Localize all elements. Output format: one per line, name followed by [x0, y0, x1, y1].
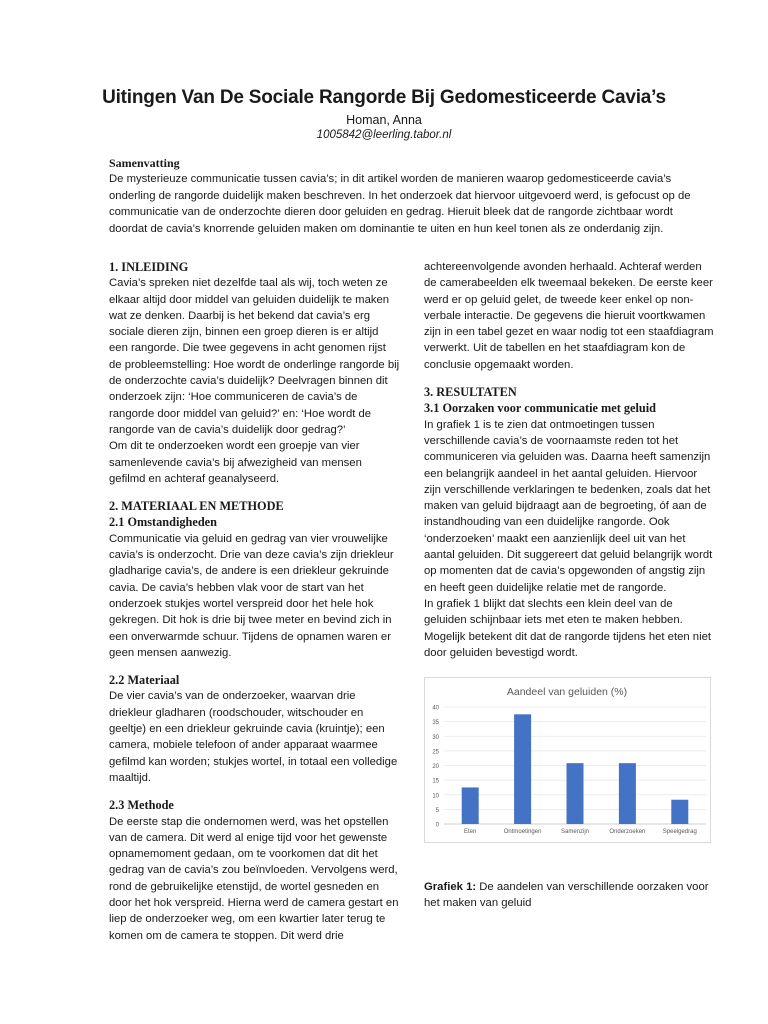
chart-x-label-eten: Eten	[464, 829, 477, 835]
chart-y-tick-label: 35	[432, 720, 439, 727]
chart-svg	[424, 677, 711, 843]
chart-bar-onderzoeken	[619, 763, 636, 824]
chart-bar-eten	[462, 787, 479, 824]
methode-text-continued: achtereenvolgende avonden herhaald. Achteraf werden de camerabeelden elk tweemaal bekeken. De eerste keer werd er op geluid gelet, de tweede keer enkel op non-verbale interactie. De gegevens die hieruit voortkwamen zijn in een tabel gezet en waar nodig tot een staafdiagram verwerkt. Uit de tabellen en het staafdiagram kon de conclusie opgemaakt worden.	[424, 261, 714, 371]
author-email: 1005842@leerling.tabor.nl	[316, 129, 452, 141]
abstract	[109, 155, 711, 237]
chart-bar-samenzijn	[567, 763, 584, 824]
caption-text: De aandelen van verschillende oorzaken voor het maken van geluid	[424, 881, 709, 910]
figure-caption	[424, 879, 724, 912]
chart-y-tick-label: 10	[432, 793, 439, 800]
section-heading-resultaten: 3. RESULTATEN	[424, 385, 517, 400]
chart-x-label-samenzijn: Samenzijn	[560, 829, 590, 835]
chart-y-tick-label: 30	[432, 734, 439, 741]
chart-y-tick-label: 40	[432, 705, 439, 712]
subsection-heading-omstandigheden: 2.1 Omstandigheden	[109, 515, 217, 530]
inleiding-paragraph-2: Om dit te onderzoeken wordt een groepje van vier samenlevende cavia’s bij afwezigheid van mensen gefilmd en achteraf geanalyseerd.	[109, 440, 362, 485]
chart-y-tick-label: 0	[435, 822, 439, 829]
inleiding-paragraph-1: Cavia’s spreken niet dezelfde taal als wij, toch weten ze elkaar altijd door middel van geluiden duidelijk te maken wat ze denken. Daarbij is het bekend dat cavia’s erg sociale dieren zijn, binnen een groep dieren is er altijd een rangorde. Die twee gegevens in acht genomen rijst de probleemstelling: Hoe wordt de onderlinge rangorde bij de onderzochte cavia’s duidelijk? Deelvragen binnen dit onderzoek zijn: ‘Hoe communiceren de cavia’s de rangorde door middel van geluid?’ en: ‘Hoe wordt de rangorde van de cavia’s duidelijk door gedrag?’	[109, 277, 400, 436]
author-name: Homan, Anna	[346, 113, 422, 127]
left-column	[109, 259, 400, 944]
chart-x-label-speelgedrag: Speelgedrag	[662, 829, 697, 835]
bar-chart	[424, 677, 711, 843]
section-heading-methode: 2. MATERIAAL EN METHODE	[109, 499, 284, 514]
materiaal-text: De vier cavia’s van de onderzoeker, waarvan drie driekleur gladharen (roodschouder, witschouder en geeltje) en een driekleur gekruinde cavia (kruintje); een camera, mobiele telefoon of ander apparaat waarmee gefilmd kan worden; stukjes wortel, in totaal een volledige maaltijd.	[109, 690, 398, 784]
chart-x-label-ontmoetingen: Ontmoetingen	[503, 829, 542, 835]
abstract-text: De mysterieuze communicatie tussen cavia’s; in dit artikel worden de manieren waarop gedomesticeerde cavia’s onderling de rangorde duidelijk maken beschreven. In het onderzoek dat hiervoor uitgevoerd werd, is gefocust op de communicatie van de onderzochte dieren door geluiden en gedrag. Hieruit bleek dat de rangorde zichtbaar wordt doordat de cavia’s knorrende geluiden maken om dominantie te uiten en hun keel tonen als ze onderdanig zijn.	[109, 173, 691, 235]
subsection-heading-methode: 2.3 Methode	[109, 798, 174, 813]
chart-bar-ontmoetingen	[514, 714, 531, 824]
chart-y-tick-label: 25	[432, 749, 439, 756]
paper-title: Uitingen Van De Sociale Rangorde Bij Gedomesticeerde Cavia’s	[102, 87, 666, 108]
chart-y-tick-label: 15	[432, 778, 439, 785]
subsection-heading-materiaal: 2.2 Materiaal	[109, 673, 180, 688]
caption-label: Grafiek 1:	[424, 881, 477, 893]
chart-x-label-onderzoeken: Onderzoeken	[609, 829, 646, 835]
chart-title: Aandeel van geluiden (%)	[506, 686, 628, 698]
section-heading-inleiding: 1. INLEIDING	[109, 260, 189, 274]
resultaten-paragraph-2: In grafiek 1 blijkt dat slechts een klein deel van de geluiden schijnbaar iets met eten te maken hebben. Mogelijk betekent dit dat de rangorde tijdens het eten niet door geluiden bevestigd wordt.	[424, 597, 712, 659]
methode-text: De eerste stap die ondernomen werd, was het opstellen van de camera. Dit werd al enige tijd voor het gewenste opnamemoment gedaan, om te voorkomen dat dit het gedrag van de cavia’s zou beïnvloeden. Vervolgens werd, rond de gebruikelijke etenstijd, de wortel gesneden en door het hok verspreid. Hierna werd de camera gestart en liep de onderzoeker weg, om een kwartier later terug te komen om de camera te stoppen. Dit werd drie	[109, 815, 399, 942]
omstandigheden-text: Communicatie via geluid en gedrag van vier vrouwelijke cavia’s is onderzocht. Drie van deze cavia’s zijn driekleur gladharige cavia’s, de andere is een driekleur gekruinde cavia. De cavia’s hebben vlak voor de start van het onderzoek stukjes wortel verspreid door het hele hok gekregen. Dit hok is drie bij twee meter en bevind zich in een onverwarmde schuur. Tijdens de opnamen waren er geen mensen aanwezig.	[109, 532, 394, 659]
resultaten-paragraph-1: In grafiek 1 is te zien dat ontmoetingen tussen verschillende cavia’s de voornaamste reden tot het communiceren via geluiden was. Daarna heeft samenzijn een belangrijk aandeel in het aantal geluiden. Hiervoor zijn verschillende verklaringen te bedenken, zoals dat het maken van geluid bijdraagt aan de begroeting, óf aan de instandhouding van een duidelijke rangorde. Ook ‘onderzoeken’ maakt een aanzienlijk deel uit van het aantal geluiden. Dit suggereert dat geluid belangrijk wordt op momenten dat de cavia’s opgewonden of angstig zijn en heeft geen duidelijke relatie met de rangorde.	[424, 418, 713, 594]
subsection-heading-oorzaken: 3.1 Oorzaken voor communicatie met geluid	[424, 401, 657, 416]
chart-bar-speelgedrag	[671, 800, 688, 824]
chart-y-tick-label: 5	[435, 807, 439, 814]
chart-y-tick-label: 20	[432, 764, 439, 770]
abstract-heading: Samenvatting	[109, 156, 180, 170]
right-column	[424, 259, 714, 661]
